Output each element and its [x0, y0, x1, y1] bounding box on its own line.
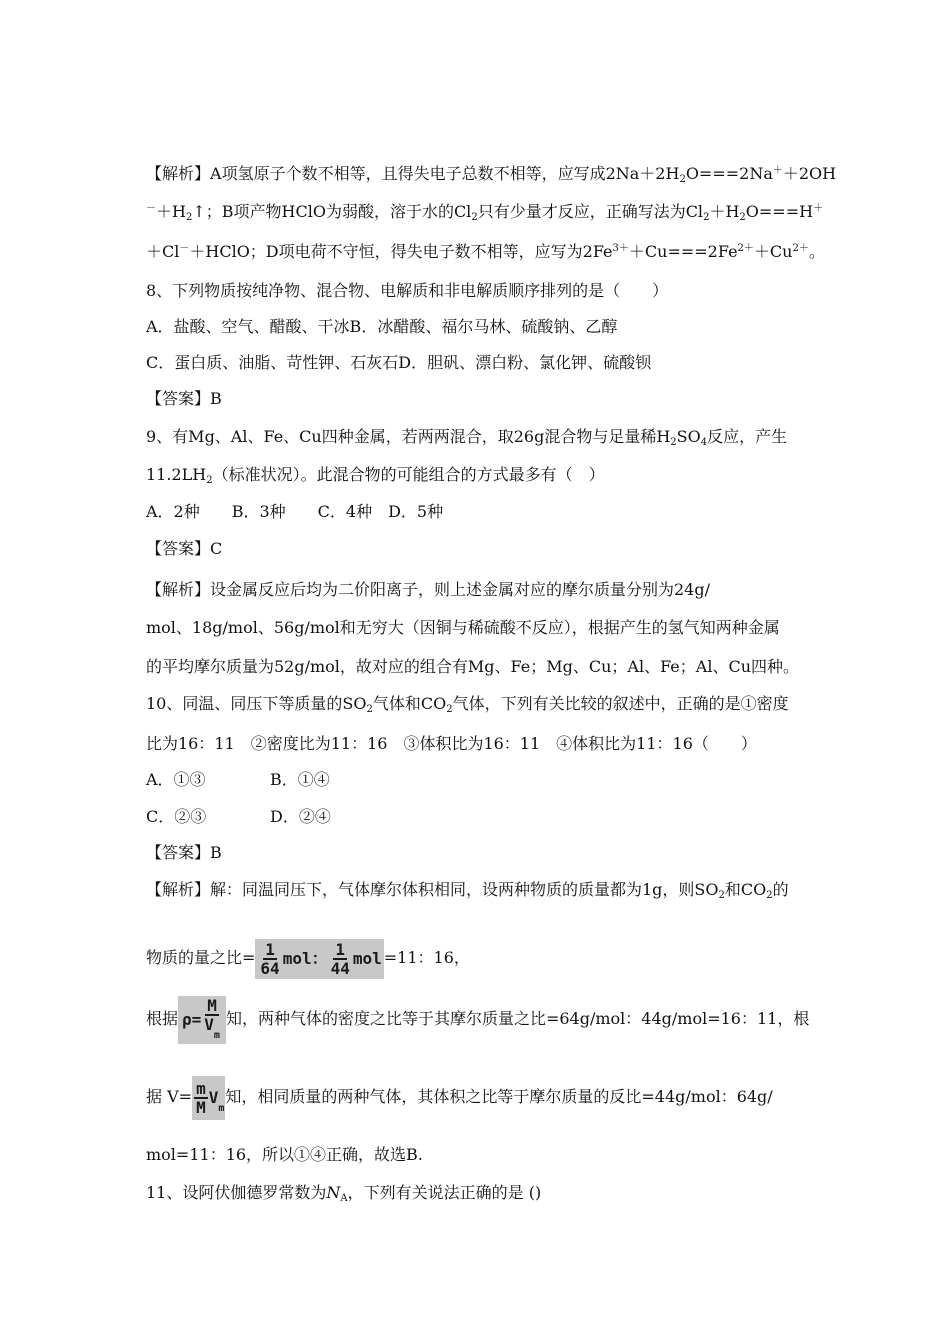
text: ，下列有关说法正确的是 () [347, 1183, 542, 1202]
text: 只有少量才反应，正确写法为Cl [477, 202, 704, 221]
q9-answer: 【答案】C [146, 539, 223, 558]
superscript: ＋ [772, 165, 783, 176]
q10-answer: 【答案】B [146, 843, 222, 862]
text: 11.2LH [146, 465, 207, 484]
q10-option-b: B．①④ [270, 770, 330, 789]
fraction-numerator: M [207, 995, 217, 1015]
text: A项氢原子个数不相等，且得失电子总数不相等，应写成2Na＋2H [210, 164, 680, 183]
q10-option-d: D．②④ [270, 807, 331, 826]
text: ＋Cu [753, 242, 793, 261]
subscript: 2 [366, 704, 373, 715]
volume-formula-image [192, 1076, 225, 1120]
text: 和CO [724, 880, 767, 899]
subscript: A [340, 1193, 348, 1204]
superscript: ＋ [813, 203, 824, 214]
superscript: 3＋ [612, 243, 629, 254]
text: V [208, 1087, 219, 1107]
superscript: － [179, 243, 190, 254]
q9-analysis-line-2: mol、18g/mol、56g/mol和无穷大（因铜与稀硫酸不反应），根据产生的氢气知两种金属 [146, 618, 780, 637]
text: 气体，下列有关比较的叙述中，正确的是①密度 [452, 694, 789, 713]
analysis-label: 【解析】 [146, 164, 211, 183]
subscript: 2 [718, 890, 725, 901]
q10-analysis-line-1 [146, 879, 789, 901]
text: ＋2OH [782, 164, 837, 183]
q7-analysis-line-1 [146, 163, 836, 185]
fraction-numerator: 1 [335, 940, 346, 959]
ratio-formula-image [255, 939, 383, 979]
q10-option-a: A．①③ [146, 770, 206, 789]
fraction-denominator [202, 1016, 222, 1044]
subscript: 4 [700, 437, 708, 448]
fraction-denominator: M [196, 1098, 206, 1117]
subscript: 2 [206, 475, 213, 486]
q10-ratio-line [146, 938, 470, 979]
text: 反应，产生 [707, 427, 788, 446]
text: 知，相同质量的两种气体，其体积之比等于摩尔质量的反比=44g/mol：64g/ [225, 1087, 773, 1106]
text: mol： [282, 948, 328, 968]
text: O===H [745, 202, 814, 221]
subscript: 2 [670, 437, 677, 448]
text: 的 [772, 880, 789, 899]
text: 10、同温、同压下等质量的SO [146, 694, 367, 713]
subscript: m [218, 1102, 225, 1114]
q11-stem [146, 1182, 541, 1204]
text: N [326, 1183, 341, 1202]
subscript: 2 [766, 890, 773, 901]
q10-option-c: C．②③ [146, 807, 207, 826]
text: ρ= [182, 1009, 202, 1029]
text: ↑；B项产物HClO为弱酸，溶于水的Cl [192, 202, 472, 221]
subscript: m [213, 1029, 220, 1041]
q9-options: A．2种 B．3种 C．4种 D．5种 [146, 502, 444, 521]
subscript: 2 [471, 212, 478, 223]
text: SO [676, 427, 701, 446]
text: ＋HClO；D项电荷不守恒，得失电子数不相等，应写为2Fe [189, 242, 613, 261]
subscript: 2 [446, 704, 453, 715]
text: =11：16， [383, 948, 470, 967]
q10-stem-line-2: 比为16：11 ②密度比为11：16 ③体积比为16：11 ④体积比为11：16（ ） [146, 734, 757, 753]
subscript: 2 [679, 174, 686, 185]
q10-density-line [146, 995, 809, 1044]
q9-analysis-line-3: 的平均摩尔质量为52g/mol，故对应的组合有Mg、Fe；Mg、Cu；Al、Fe；Al、Cu四种。 [146, 657, 799, 676]
fraction-numerator: 1 [265, 940, 275, 959]
subscript: 2 [185, 212, 193, 223]
text: （标准状况）。此混合物的可能组合的方式最多有（ ） [212, 465, 605, 484]
text: 知，两种气体的密度之比等于其摩尔质量之比=64g/mol：44g/mol=16：11，根 [225, 1009, 810, 1028]
fraction-denominator: 44 [330, 959, 350, 978]
q9-stem-line-1 [146, 426, 787, 448]
q9-analysis-line-1: 【解析】设金属反应后均为二价阳离子，则上述金属对应的摩尔质量分别为24g/ [146, 580, 710, 599]
text: ＋H [709, 202, 740, 221]
q10-conclusion: mol=11：16，所以①④正确，故选B. [146, 1145, 423, 1164]
q9-stem-line-2 [146, 464, 605, 486]
q10-stem-line-1 [146, 693, 789, 715]
text: 11、设阿伏伽德罗常数为 [146, 1183, 327, 1202]
q7-analysis-line-2 [146, 201, 823, 223]
fraction-denominator: 64 [260, 959, 280, 978]
superscript: － [146, 203, 156, 214]
q8-options-cd: C．蛋白质、油脂、苛性钾、石灰石D．胆矾、漂白粉、氯化钾、硫酸钡 [146, 353, 652, 372]
subscript: 2 [739, 212, 746, 223]
superscript: 2＋ [792, 243, 809, 254]
text: ＋Cu===2Fe [628, 242, 738, 261]
density-formula-image [178, 996, 226, 1044]
text: 气体和CO [372, 694, 447, 713]
q8-stem: 8、下列物质按纯净物、混合物、电解质和非电解质顺序排列的是（ ） [146, 281, 669, 300]
text: 9、有Mg、Al、Fe、Cu四种金属，若两两混合，取26g混合物与足量稀H [146, 427, 671, 446]
superscript: 2＋ [737, 243, 754, 254]
text: 根据 [146, 1009, 179, 1028]
q7-analysis-line-3 [146, 241, 825, 263]
text: ＋H [156, 202, 186, 221]
text: 。 [808, 242, 825, 261]
fraction-numerator: m [196, 1079, 206, 1098]
text: 物质的量之比= [146, 948, 256, 967]
text: 据 V= [146, 1087, 193, 1106]
text: O===2Na [685, 164, 773, 183]
q10-volume-line [146, 1075, 773, 1120]
text: mol [352, 948, 382, 968]
text: 【解析】解：同温同压下，气体摩尔体积相同，设两种物质的质量都为1g，则SO [146, 880, 719, 899]
subscript: 2 [703, 212, 710, 223]
q8-options-ab: A．盐酸、空气、醋酸、干冰B．冰醋酸、福尔马林、硫酸钠、乙醇 [146, 317, 618, 336]
text: ＋Cl [146, 242, 180, 261]
q8-answer: 【答案】B [146, 389, 222, 408]
text: V [204, 1014, 214, 1034]
